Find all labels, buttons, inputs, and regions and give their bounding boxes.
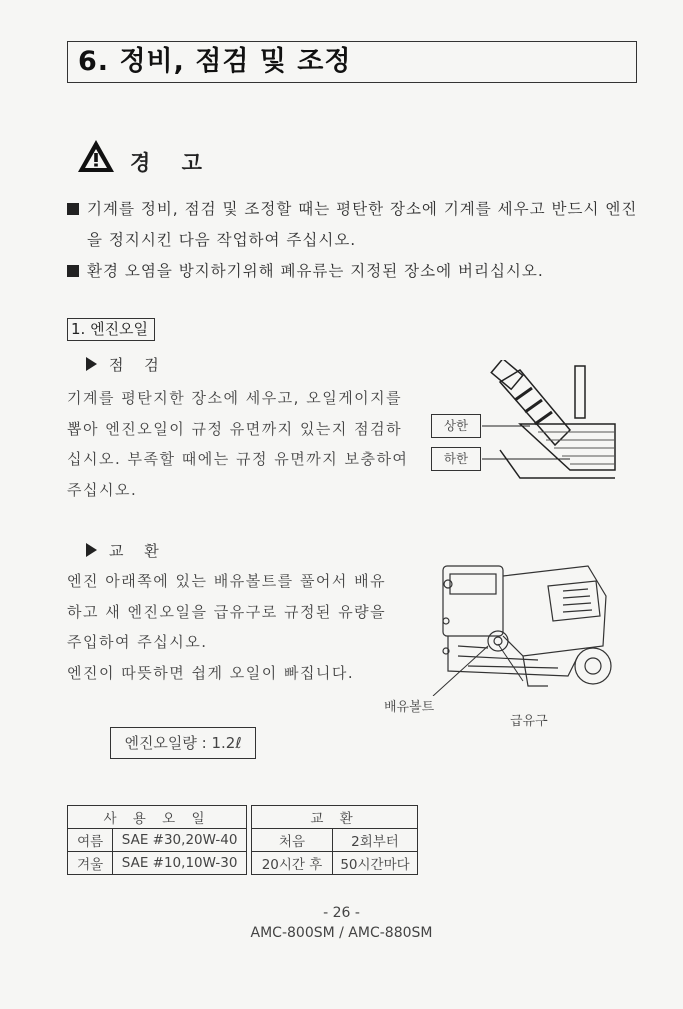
drain-bolt-label: 배유볼트 bbox=[384, 700, 435, 715]
warning-icon bbox=[76, 138, 116, 174]
warning-bullet-1: 기계를 정비, 점검 및 조정할 때는 평탄한 장소에 기계를 세우고 반드시 엔진 bbox=[67, 197, 637, 219]
page-number: - 26 - bbox=[323, 905, 360, 921]
triangle-bullet-icon bbox=[86, 357, 97, 371]
oil-filler-label: 급유구 bbox=[510, 714, 548, 729]
replace-header: 교 환 bbox=[252, 806, 418, 829]
usage-oil-header: 사 용 오 일 bbox=[68, 806, 247, 829]
table-header-row bbox=[68, 806, 418, 829]
lower-limit-label: 하한 bbox=[431, 447, 481, 471]
bullet-square-icon bbox=[67, 203, 79, 215]
engine-illustration bbox=[428, 556, 618, 696]
warning-bullet-2: 환경 오염을 방지하기위해 폐유류는 지정된 장소에 버리십시오. bbox=[67, 259, 544, 281]
table-row: 여름 SAE #30,20W-40 처음 2회부터 bbox=[68, 829, 418, 852]
inspect-subheading: 점 검 bbox=[86, 354, 167, 375]
replace-subheading: 교 환 bbox=[86, 540, 167, 561]
upper-limit-label: 상한 bbox=[431, 414, 481, 438]
page-title: 6. 정비, 점검 및 조정 bbox=[67, 41, 637, 83]
warning-title: 경 고 bbox=[130, 151, 214, 175]
inspect-paragraph: 기계를 평탄지한 장소에 세우고, 오일게이지를 뽑아 엔진오일이 규정 유면까지 있는지 점검하 십시오. 부족할 때에는 규정 유면까지 보충하여 주십시오. bbox=[67, 389, 409, 499]
model-name: AMC-800SM / AMC-880SM bbox=[250, 925, 433, 941]
replace-paragraph: 엔진 아래쪽에 있는 배유볼트를 풀어서 배유 하고 새 엔진오일을 급유구로 규정된 유량을 주입하여 주십시오. 엔진이 따뜻하면 쉽게 오일이 빠집니다. bbox=[67, 572, 387, 682]
bullet-square-icon bbox=[67, 265, 79, 277]
warning-bullet-1-cont: 을 정지시킨 다음 작업하여 주십시오. bbox=[87, 231, 357, 249]
oil-capacity-box: 엔진오일량 : 1.2ℓ bbox=[110, 727, 256, 759]
oil-usage-table bbox=[67, 805, 418, 875]
table-row: 겨울 SAE #10,10W-30 20시간 후 50시간마다 bbox=[68, 852, 418, 875]
triangle-bullet-icon bbox=[86, 543, 97, 557]
engine-oil-heading: 1. 엔진오일 bbox=[67, 318, 155, 341]
